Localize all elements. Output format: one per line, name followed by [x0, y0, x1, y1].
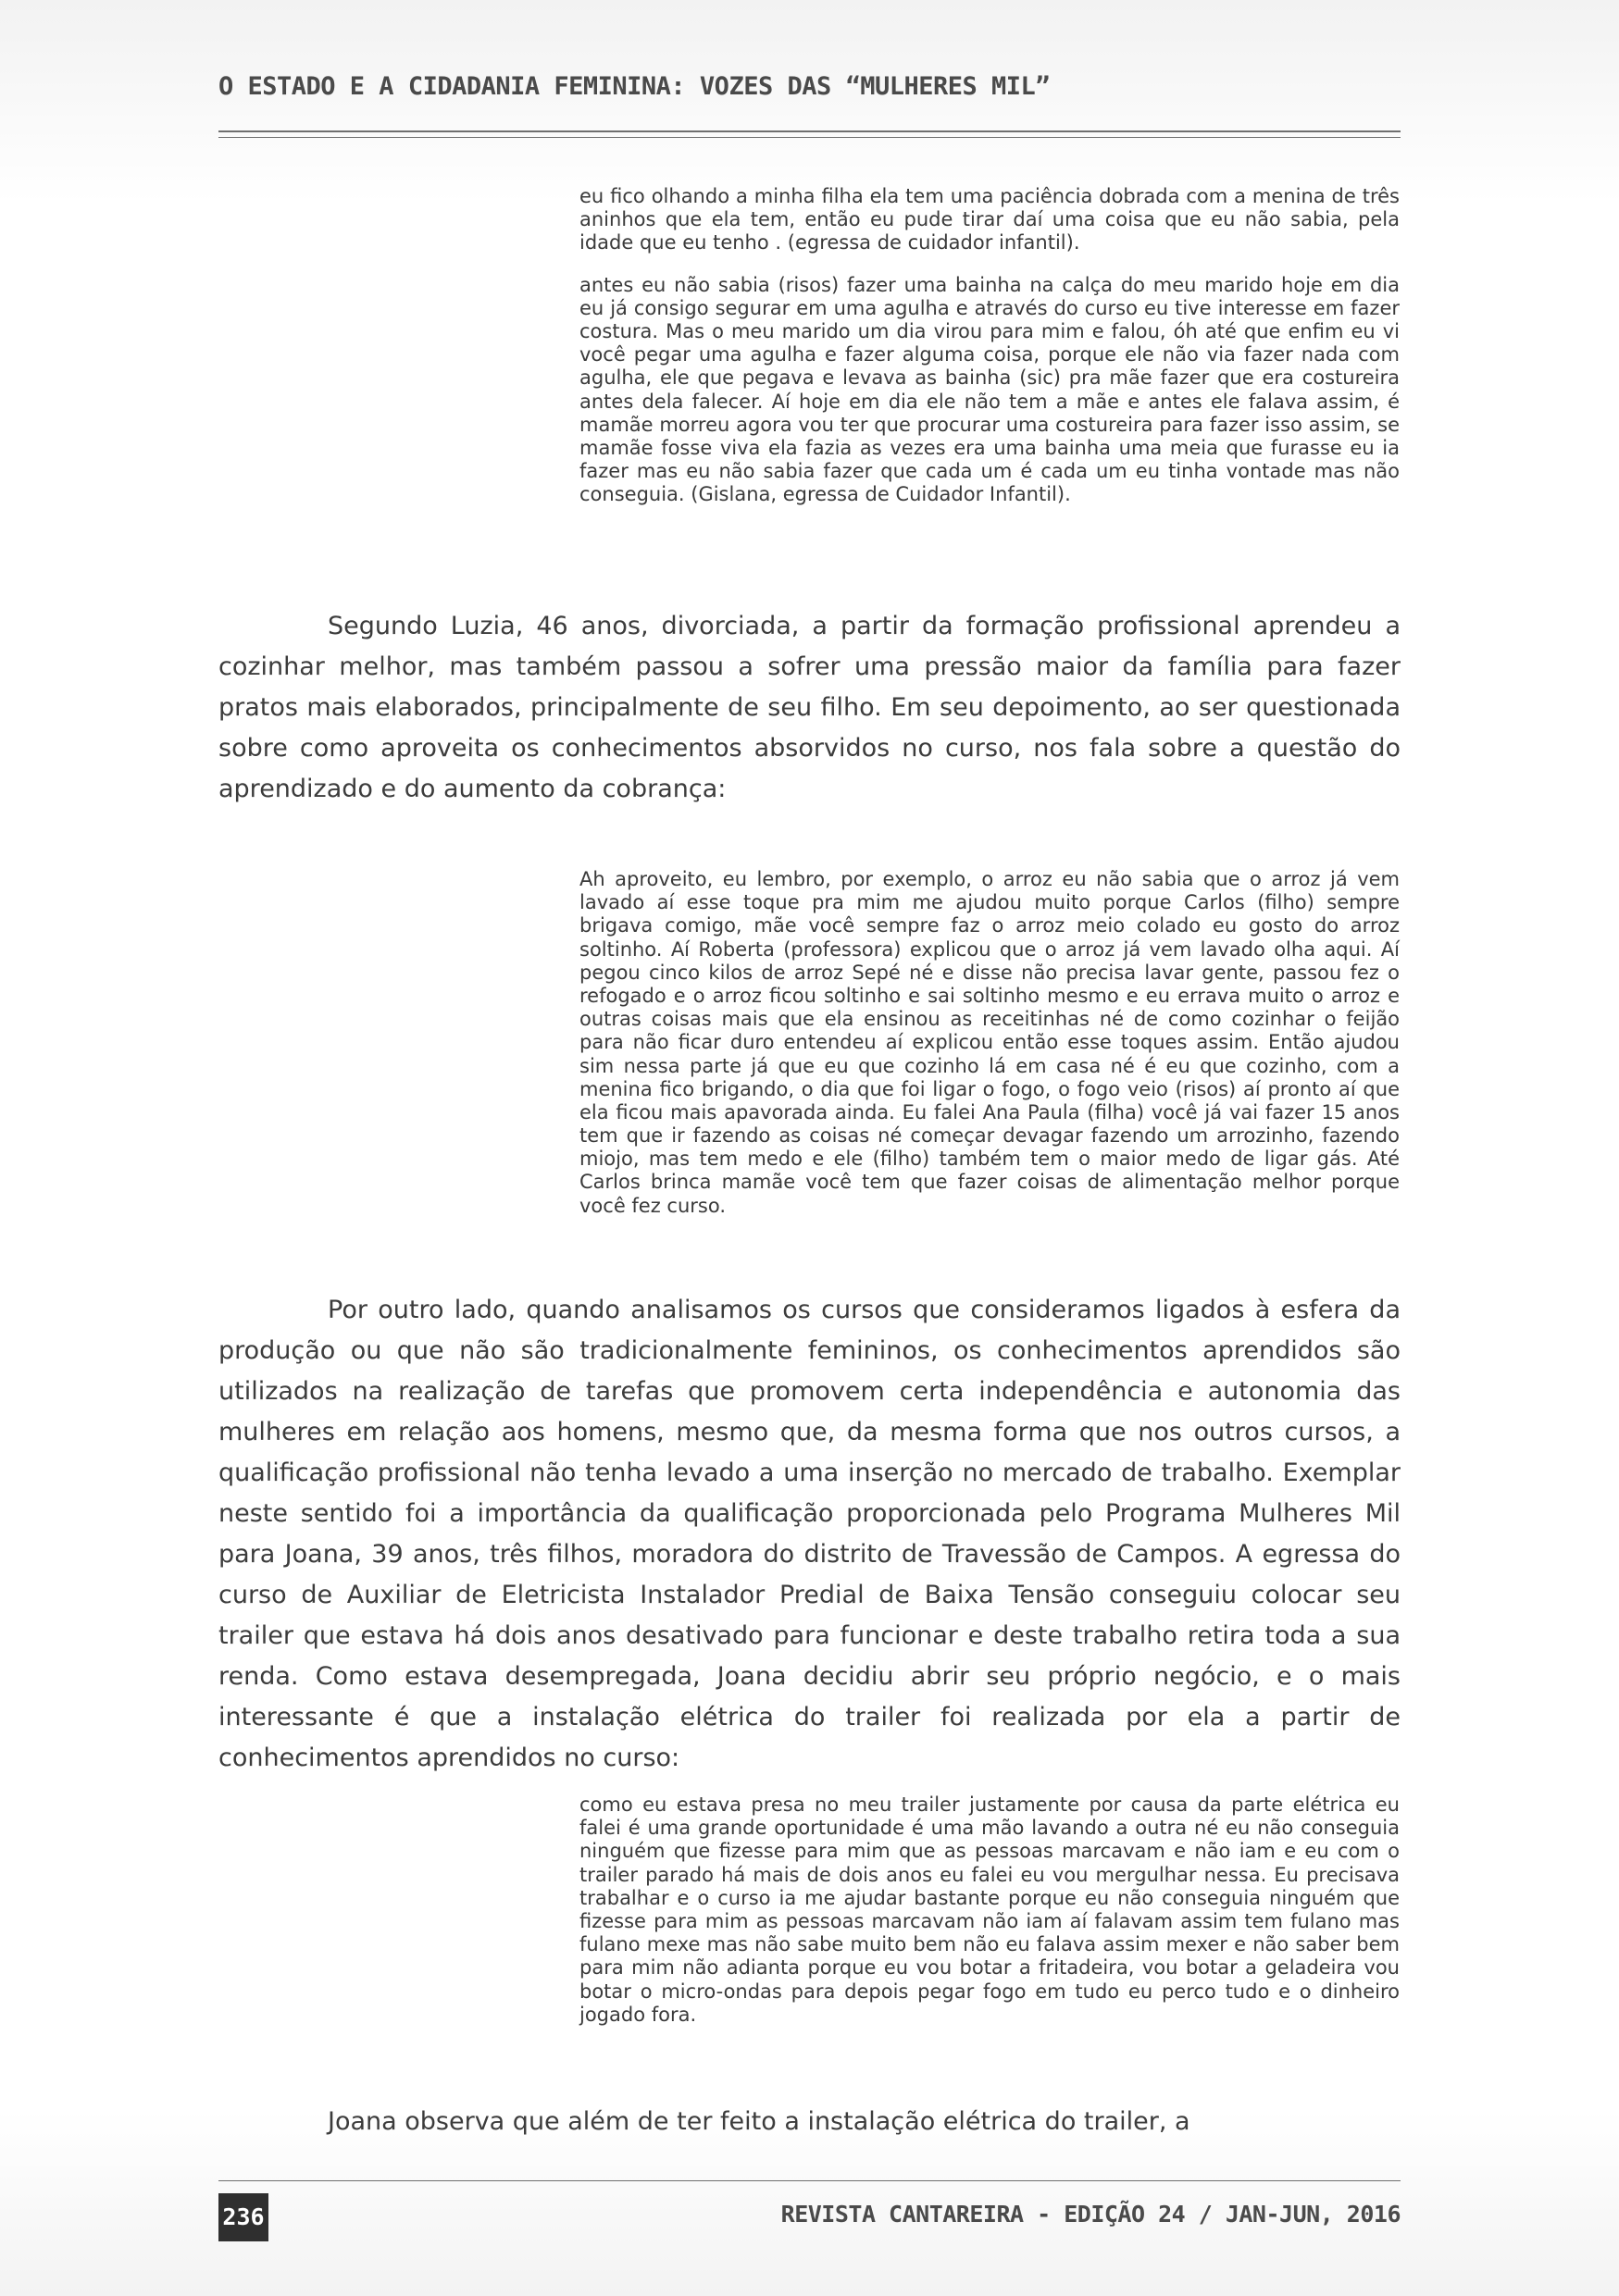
body-paragraph-continuation: Joana observa que além de ter feito a instalação elétrica do trailer, a	[328, 2107, 1190, 2136]
header-rule	[218, 130, 1401, 132]
journal-footer: REVISTA CANTAREIRA - EDIÇÃO 24 / JAN-JUN, 2016	[780, 2201, 1401, 2228]
footer-rule	[218, 2180, 1401, 2181]
quote-paragraph: antes eu não sabia (risos) fazer uma bainha na calça do meu marido hoje em dia eu já consigo segurar em uma agulha e através do curso eu tive interesse em fazer costura. Mas o meu marido um dia virou para mim e falou, óh até que enfim eu vi você pegar uma agulha e fazer alguma coisa, porque ele não via fazer nada com agulha, ele que pegava e levava as bainha (sic) pra mãe fazer que era costureira antes dela falecer. Aí hoje em dia ele não tem a mãe e antes ele falava assim, é mamãe morreu agora vou ter que procurar uma costureira para fazer isso assim, se mamãe fosse viva ela fazia as vezes era uma bainha uma meia que furasse eu ia fazer mas eu não sabia fazer que cada um é cada um eu tinha vontade mas não conseguia. (Gislana, egressa de Cuidador Infantil).	[579, 273, 1400, 506]
block-quote-3	[579, 1793, 1400, 2027]
block-quote-1	[579, 185, 1400, 506]
block-quote-2	[579, 868, 1400, 1218]
quote-paragraph: Ah aproveito, eu lembro, por exemplo, o arroz eu não sabia que o arroz já vem lavado aí esse toque pra mim me ajudou muito porque Carlos (filho) sempre brigava comigo, mãe você sempre faz o arroz meio colado eu gosto do arroz soltinho. Aí Roberta (professora) explicou que o arroz já vem lavado olha aqui. Aí pegou cinco kilos de arroz Sepé né e disse não precisa lavar gente, passou fez o refogado e o arroz ficou soltinho e sai soltinho mesmo e eu errava muito o arroz e outras coisas mais que ela ensinou as receitinhas né de como cozinhar o feijão para não ficar duro entendeu aí explicou então esse toques assim. Então ajudou sim nessa parte já que eu que cozinho lá em casa né é eu que cozinho, com a menina fico brigando, o dia que foi ligar o fogo, o fogo veio (risos) aí pronto aí que ela ficou mais apavorada ainda. Eu falei Ana Paula (filha) você já vai fazer 15 anos tem que ir fazendo as coisas né começar devagar fazendo um arrozinho, fazendo miojo, mas tem medo e ele (filho) também tem o maior medo de ligar gás. Até Carlos brinca mamãe você tem que fazer coisas de alimentação melhor porque você fez curso.	[579, 868, 1400, 1217]
body-paragraph-luzia: Segundo Luzia, 46 anos, divorciada, a partir da formação profissional aprendeu a cozinhar melhor, mas também passou a sofrer uma pressão maior da família para fazer pratos mais elaborados, principalmente de seu filho. Em seu depoimento, ao ser questionada sobre como aproveita os conhecimentos absorvidos no curso, nos fala sobre a questão do aprendizado e do aumento da cobrança:	[218, 612, 1401, 803]
header-rule-thin	[218, 137, 1401, 138]
body-paragraph-joana: Por outro lado, quando analisamos os cursos que consideramos ligados à esfera da produção ou que não são tradicionalmente femininos, os conhecimentos aprendidos são utilizados na realização de tarefas que promovem certa independência e autonomia das mulheres em relação aos homens, mesmo que, da mesma forma que nos outros cursos, a qualificação profissional não tenha levado a uma inserção no mercado de trabalho. Exemplar neste sentido foi a importância da qualificação proporcionada pelo Programa Mulheres Mil para Joana, 39 anos, três filhos, moradora do distrito de Travessão de Campos. A egressa do curso de Auxiliar de Eletricista Instalador Predial de Baixa Tensão conseguiu colocar seu trailer que estava há dois anos desativado para funcionar e deste trabalho retira toda a sua renda. Como estava desempregada, Joana decidiu abrir seu próprio negócio, e o mais interessante é que a instalação elétrica do trailer foi realizada por ela a partir de conhecimentos aprendidos no curso:	[218, 1296, 1401, 1772]
page-number: 236	[218, 2193, 268, 2241]
running-header-title: O ESTADO E A CIDADANIA FEMININA: VOZES DAS “MULHERES MIL”	[218, 72, 1051, 101]
quote-paragraph: como eu estava presa no meu trailer justamente por causa da parte elétrica eu falei é uma grande oportunidade é uma mão lavando a outra né eu não conseguia ninguém que fizesse para mim que as pessoas marcavam e não iam e eu com o trailer parado há mais de dois anos eu falei eu vou mergulhar nessa. Eu precisava trabalhar e o curso ia me ajudar bastante porque eu não conseguia ninguém que fizesse para mim as pessoas marcavam não iam aí falavam assim tem fulano mas fulano mexe mas não sabe muito bem não eu falava assim mexer e não saber bem para mim não adianta porque eu vou botar a fritadeira, vou botar a geladeira vou botar o micro-ondas para depois pegar fogo em tudo eu perco tudo e o dinheiro jogado fora.	[579, 1793, 1400, 2026]
quote-paragraph: eu fico olhando a minha filha ela tem uma paciência dobrada com a menina de três aninhos que ela tem, então eu pude tirar daí uma coisa que eu não sabia, pela idade que eu tenho . (egressa de cuidador infantil).	[579, 185, 1400, 254]
